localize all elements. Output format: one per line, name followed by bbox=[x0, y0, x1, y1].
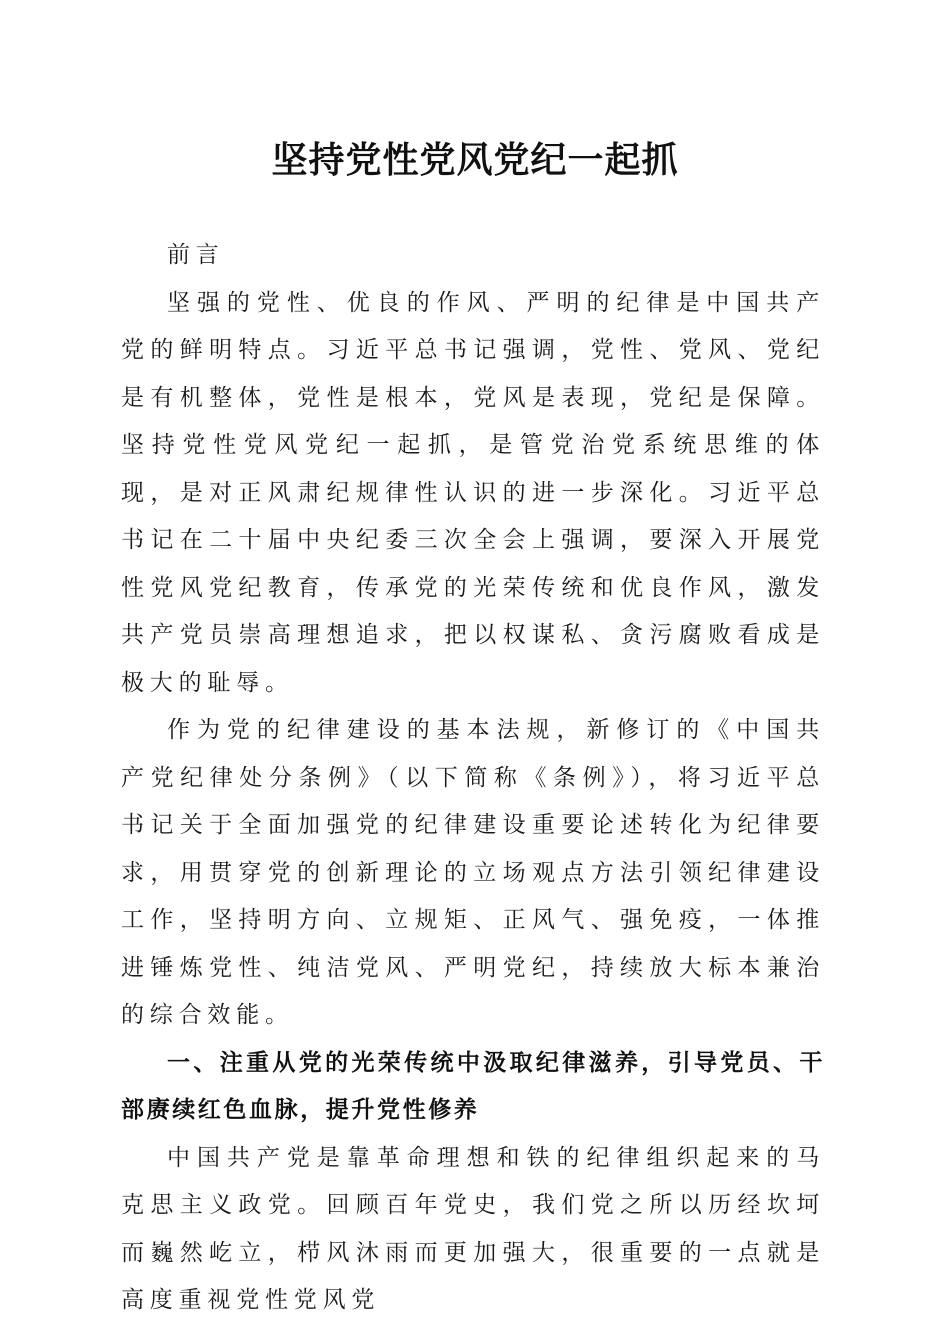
paragraph: 作为党的纪律建设的基本法规，新修订的《中国共产党纪律处分条例》（以下简称《条例》），将习近平总书记关于全面加强党的纪律建设重要论述转化为纪律要求，用贯穿党的创新理论的立场观点方法引领纪律建设工作，坚持明方向、立规矩、正风气、强免疫，一体推进锤炼党性、纯洁党风、严明党纪，持续放大标本兼治的综合效能。 bbox=[121, 717, 825, 1028]
section-heading: 一、注重从党的光荣传统中汲取纪律滋养，引导党员、干部赓续红色血脉，提升党性修养 bbox=[121, 1049, 825, 1123]
document-title: 坚持党性党风党纪一起抓 bbox=[271, 139, 679, 181]
paragraph: 坚强的党性、优良的作风、严明的纪律是中国共产党的鲜明特点。习近平总书记强调，党性、党风、党纪是有机整体，党性是根本，党风是表现，党纪是保障。坚持党性党风党纪一起抓，是管党治党系统思维的体现，是对正风肃纪规律性认识的进一步深化。习近平总书记在二十届中央纪委三次全会上强调，要深入开展党性党风党纪教育，传承党的光荣传统和优良作风，激发共产党员崇高理想追求，把以权谋私、贪污腐败看成是极大的耻辱。 bbox=[121, 289, 825, 696]
preface-label: 前言 bbox=[167, 242, 225, 268]
paragraph: 中国共产党是靠革命理想和铁的纪律组织起来的马克思主义政党。回顾百年党史，我们党之所以历经坎坷而巍然屹立，栉风沐雨而更加强大，很重要的一点就是高度重视党性党风党 bbox=[121, 1144, 825, 1313]
document-body bbox=[121, 232, 825, 1325]
